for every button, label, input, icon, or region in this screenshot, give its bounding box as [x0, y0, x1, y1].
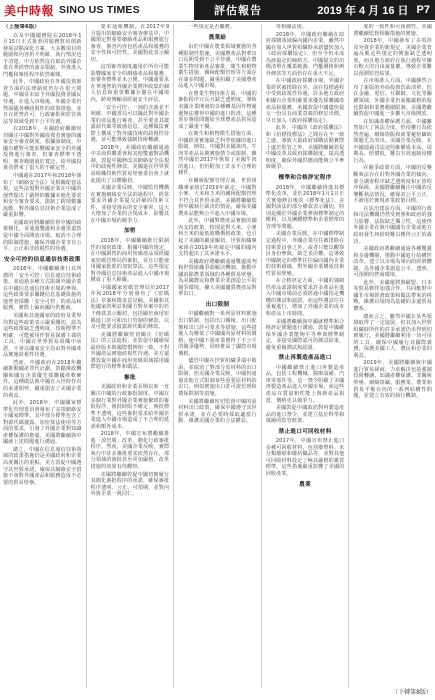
body-paragraph: 此外，中國的《政府採購法》和《招標投標法》之間存在不一致之處，導致大量政府採購活動實際上處於監管之外。美國將繼續敦促中國改革其政府採購制度，提高透明度，確保外國供應商能夠公平參與競爭。	[265, 125, 345, 171]
continued-note: （下轉第8版）	[392, 689, 432, 696]
body-paragraph: 2017年，中國宣布禁止進口多種可回收材料，包括廢塑料、未分類廢紙和廢紡織品等，並對其他可回收材料設定了極其嚴格的雜質標準。這些措施嚴重影響了美國的回收產業。	[265, 438, 345, 477]
body-paragraph: 一些規定是否屬實。	[188, 24, 236, 30]
body-paragraph: 美國敦促中國取消對再製造產品的進口禁令，並建立基於科學和風險的監管框架。	[265, 405, 345, 425]
body-paragraph: 等相關法規。	[275, 24, 308, 30]
body-paragraph: 美國將繼續密切監督中國的原材料出口政策，確保中國遵守其世貿承諾，並在必要時採取適當行動，維護美國企業的合法權益。	[178, 398, 257, 425]
body-paragraph: 中國國家密碼管理局於2017年和2018年分別發布了《密碼法》草案和徵求意見稿。美國和其他國家的利益相關方對草案中的若干條款表示關切，包括關於商用密碼進口許可和出口管制的條款，以及可能要求披露源代碼的條款。	[90, 284, 170, 331]
body-paragraph: 此外，中國政府在外國投資審查方面的法律制度仍存在很大問題。中國並未給予外國投資者國民待遇，在進入市場後，外國企業仍然面臨各種歧視性的政策措施，並且在經營許可、行政審批和監管執法等領域受到不公平待遇。	[3, 79, 82, 125]
body-paragraph: 美國和其他國家的政府及業界均對這些政策表示嚴重關切，認為這些政策缺乏透明度，技術標準不明確，可能被用作貿易保護主義的工具。中國在世界貿易組織中承諾，不會以國家安全為由對外國產品實施歧視性待遇。	[3, 312, 82, 359]
body-paragraph: 美國企業反映，在中國標準制定過程中，外國企業往往被排除在技術委員會之外，或者只能以觀察員身份參與，缺乏表決權。這導致中國制定的標準往往偏向國內企業的技術路線，對外國企業構成技術性貿易壁壘。	[265, 231, 345, 277]
header-rule	[0, 21, 435, 22]
body-paragraph: 中國還在2017年和2018年頒布了《網絡安全法》及相關配套法規，這些法規對外國企業在中國的運營提出了嚴格的數據本地化要求和安全審查要求，限制了跨境數據流動，對外國信息技術企業造成了嚴重影響。	[3, 173, 82, 219]
body-paragraph: 此外，美國還將與歐盟、日本等貿易夥伴加強合作，共同應對中國非市場經濟政策和做法帶來的挑戰，維護以規則為基礎的多邊貿易體系。	[353, 279, 432, 312]
body-paragraph: 在農業生物技術方面，中國的審批程序冗長且缺乏透明度，導致美國企業開發的多種轉基因作物遲遲無法獲得中國的進口批准。這種異步審批問題給全球農產品貿易造成了嚴重干擾。	[178, 90, 257, 130]
body-paragraph: 這項審查制度適用於所有可能影響國家安全的網絡產品和服務，而審查標準並未公開。中國還要求在華運營的外國企業將所收集的個人信息和重要數據存儲在中國境內，跨境傳輸須經過安全評估。	[90, 64, 170, 104]
section-subheading: 加密	[123, 228, 136, 235]
article-column	[353, 24, 432, 688]
body-paragraph: 美國將繼續敦促中國切實履行其簡化審批程序的承諾，確保審批程序透明、公正、可預期，並對內外資企業一視同仁。	[90, 471, 170, 498]
body-paragraph: 在合格評定方面，中國的強制性產品認證制度要求許多產品在進入中國市場前必須經過中國指定機構的測試和認證，而這些測試往往重複進行，增加了外國企業的成本和產品上市時間。	[265, 278, 345, 317]
section-subheading: 審批	[123, 374, 136, 381]
body-paragraph: 中國繼續禁止進口再製造產品，包括工程機械、醫療設備、汽車零部件等。這一禁令阻礙了美國再製造產品進入中國市場，而這些產品在質量和性能上與新產品相當，價格更具競爭力。	[265, 364, 345, 404]
body-paragraph: 此外，2018年，中國國家標準化管理委員會發布了多項網絡安全國家標準，其中部分標準包含了對源代碼披露、加密算法使用等方面的要求，引發了外國企業對知識產權保護的擔憂。美國將繼續與中國就上述問題進行溝通。	[3, 400, 82, 446]
section-subheading: 出口限制	[205, 301, 230, 308]
article-column	[266, 24, 345, 688]
body-paragraph: 總而言之，雖然中國在某些領域取得了一定進展，但其加入世貿組織時所作的許多承諾仍未得到切實履行。美國將繼續利用一切可用的工具，確保中國履行其國際義務，保護美國工人、農民和企業的利益。	[353, 313, 432, 359]
body-paragraph: 美國將繼續密切關注《密碼法》的立法進程，並敦促中國確保最終版本與國際慣例相一致，不對外國產品實施歧視性待遇。美方還將敦促中國在商用密碼領域採用國際通行的標準和做法。	[90, 331, 170, 371]
body-paragraph: 此外，中國對農產品實施的國內支持政策，特別是對大米、小麥和玉米的最低收購價格政策，也引起了美國的嚴重關切。世貿組織專家組在2019年初裁定中國的國內支持超出了其承諾水平。	[178, 218, 257, 258]
issue-date-bar	[282, 0, 435, 20]
article-columns	[3, 24, 432, 688]
body-paragraph: 美國將繼續與中國就標準和合格評定問題進行溝通，敦促中國確保外國企業能夠平等參與標準制定，並接受國際認可的測試結果，避免重複測試和認證。	[265, 318, 345, 351]
body-paragraph: 2018年，中國宣布將繼續推進「放管服」改革，簡化行政審批程序。然而，美國企業反映，實際執行中許多審批要求依然存在，部分領域的審批甚至更加嚴格，改革措施的效果有待觀察。	[90, 431, 170, 470]
body-paragraph: 在知識產權保護方面，中國雖然加大了執法力度，但侵權行為依然普遍，網絡盜版和商業秘密竊取問題尤為突出。美國企業反映，在中國通過司法途徑維權成本高、周期長、賠償低，難以有效遏制侵權行為。	[353, 118, 432, 164]
body-paragraph: 2018年，中國繼續推行其所謂的「安全可控」信息通信技術政策，並通過多種方式限制外國企業在中國信息通信技術市場的參與。這些政策要求關鍵信息基礎設施的運營者採購「安全可控」的產品和服務，實際上偏向國內供應商。	[3, 266, 82, 312]
body-paragraph: 2018年，中國繼續推行限制性的加密政策。根據中國的規定，在中國銷售的商用密碼產品須經國家密碼管理局的審批，並且只能使用國家批准的加密算法。這些規定對外國信息技術產品進入中國市場構成了重大障礙。	[90, 237, 170, 284]
body-paragraph: 在法治建設方面，中國的行政和司法機關仍然受到黨和政府的強力影響，法院缺乏獨立性，這使得外國企業在與中國國有企業或地方政府發生糾紛時難以獲得公正的裁決。	[353, 205, 432, 245]
article-column	[91, 24, 170, 688]
body-paragraph: 以及中國國務院在2018年1月15日正式批准的服務貿易創新發展試點深化方案。大多數項目的範圍和內容仍不明確，執行情況也不清楚。中方依然沒有取消外國企業在華經營的諸多限制，外資准入門檻和審批程序依然複雜。	[3, 32, 82, 78]
section-subheading: 農業	[299, 481, 311, 488]
newspaper-english-name: SINO US TIMES	[59, 4, 140, 16]
body-paragraph: 然而，中國政府在2018年繼續推動國產替代計劃，鼓勵黨政機關和國有企業優先採購國產軟硬件。這種做法與中國在入世時作出的承諾相悖，嚴重損害了美國企業的利益。	[3, 359, 82, 399]
body-paragraph: 美國企業反映，中國監管機構在實施網絡安全法的過程中，經常要求外國企業提交詳細的技術文件，並接受漫長的安全審查，這大大增加了企業的合規成本，影響其在中國市場的競爭力。	[90, 185, 170, 224]
body-paragraph: 總之，中國在信息通信技術領域的政策措施仍是美國政府和企業高度關注的重點，美方敦促中國遵守其世貿承諾，確保其網絡安全措施不會對外國產品和服務造成不必要的貿易壁壘。	[3, 446, 82, 486]
body-paragraph: 「安全可控」一詞的含義並不明確，中國當局可以據此對外國企業的產品進行審查，甚至要求其披露源代碼等敏感信息。這種做法實際上構成了對外國技術的歧視性待遇，並可能導致強制技術轉讓。	[90, 104, 170, 144]
body-paragraph: 在競爭政策方面，中國的反壟斷執法存在針對外國企業的傾向，部分調查程序缺乏透明度和正當程序保障。美國將繼續關注中國的反壟斷執法情況，確保其公平公正，不被用於實現產業政策目標。	[353, 165, 432, 205]
section-subheading: 禁止進口可回收材料	[278, 428, 332, 435]
body-paragraph: 美國政府將繼續通過雙邊談判和世貿組織爭端解決機制，推動中國消除農業領域的各種貿易壁壘，為美國農民和農業企業創造公平的競爭環境，擴大美國優質農產品對華出口。	[178, 258, 257, 298]
body-paragraph: 2018年，美國政府繼續通過中美商貿聯委會和其他雙邊對話機制，敦促中國修改其網絡安全法規中的歧視性條款。美國還在世界貿易組織技術性貿易壁壘委員會上就此提出了具體關切。	[90, 144, 170, 184]
body-paragraph: 在2018年，美國政府繼續密切關注中國對外國投資者實施的國家安全審查制度。根據該制度，中國有權對可能影響國家安全的外國投資進行審查，但審查標準不透明，審查範圍過於寬泛，給外國投資者帶來了很大的不確定性。	[3, 126, 82, 172]
body-paragraph: 美國政府將繼續通過各種雙邊和多邊機制，推動中國進行結構性改革，建立以市場為導向的經濟體制，為外國企業創造公平、透明、可預期的營商環境。	[353, 246, 432, 279]
column-divider	[348, 24, 349, 688]
body-paragraph: 美國政府將繼續監督中國的政策變化，並通過雙邊和多邊渠道敦促中國全面開放市場、取消不合理的限制措施，確保外國企業享有公平、公正和非歧視性的待遇。	[3, 219, 82, 253]
section-subheading: 安全可控的信息通信技術政策	[3, 256, 81, 263]
column-divider	[86, 24, 87, 688]
masthead	[0, 0, 435, 20]
body-paragraph: 2018年，中國政府繼續在政府採購領域偏向國內企業。雖然中國在加入世貿組織時承諾儘快加入《政府採購協定》，但至今仍未成為該協定的締約方。中國提交的出價清單在覆蓋範圍、門檻價格和例外條款等方面仍存在重大不足。	[265, 31, 345, 77]
body-paragraph: 美國政府和企業長期以來一直關注中國的行政審批制度。中國在多個行業對外國企業實施繁瑣的審批程序，審批時限不確定，審批標準不透明。這些審批要求給外國企業進入中國市場造成了不合理的延誤和額外成本。	[90, 384, 170, 430]
section-subheading: 禁止再製造產品進口	[278, 355, 332, 362]
body-paragraph: 在衛生和植物衛生措施方面，中國經常實施缺乏科學依據的進口限制。例如，中國對美國禽肉、牛肉等產品長期實施禁令或限制，雖然中國於2017年恢復了美國牛肉的進口，但仍附加了許多不合理的條件。	[178, 131, 257, 177]
body-paragraph: 由於中國在農業領域實施的各種限制性措施，美國農產品對華出口長期受到不公平待遇。中國在農業生物技術產品審批、衛生和植物衛生措施、關稅配額管理等方面存在諸多問題，嚴重阻礙了美國農產品進入中國市場。	[178, 44, 257, 90]
body-paragraph: 在關稅配額管理方面，世貿組織專家組於2019年裁定，中國對小麥、大米和玉米的關稅配額管理不符合其世貿承諾。美國將繼續監督中國執行裁決的情況，確保美國農產品能夠公平進入中國市場。	[178, 178, 257, 217]
page-number: P7	[416, 4, 430, 16]
section-subheading: 農業給	[208, 34, 227, 41]
body-paragraph: 在市場准入方面，中國雖然公布了新版的外商投資負面清單，但在金融、電信、互聯網、文化等關鍵領域，外國企業仍面臨嚴格的股比限制和業務範圍限制。美國將繼續敦促中國進一步擴大市場開放。	[353, 78, 432, 118]
article-column	[3, 24, 82, 688]
issue-date: 2019 年 4 月 16 日	[317, 5, 409, 17]
body-paragraph: 中國繼續對一系列原材料實施出口限制，包括出口關稅、出口配額和出口許可要求等措施。這些措施人為壓低了中國國內原材料的價格，使中國下游產業獲得了不公平的競爭優勢，同時推高了國際市場價格。	[178, 311, 257, 357]
section-title: 評估報告	[194, 0, 282, 20]
body-paragraph: 2018年，中國發布了多項涉及外資企業的新規定，美國企業普遍反映這些規定的實施缺乏透明度，而且地方政府在執行過程中擁有較大的自由裁量權，導致企業難以預測監管結果。	[353, 38, 432, 77]
newspaper-logo: 美中時報	[4, 3, 55, 18]
body-paragraph: 要求通報機制，在2017年9月提出的網絡安全審查辦法中，中國規定對重要網絡產品和服務進行審查，審查內容包括產品和服務的安全性和可控性。美國對此表示關切。	[90, 24, 170, 63]
body-paragraph: 2019年，美國將繼續與中國進行貿易磋商，力求解決包括強制技術轉讓、知識產權保護、非關稅壁壘、網絡盜竊、服務業、農業和貿易平衡在內的一系列結構性問題，並建立有效的執行機制。	[353, 360, 432, 400]
article-column	[178, 24, 257, 688]
body-paragraph: 在中國政府採購市場，外國企業經常被排除在外，或在投標過程中受到歧視性待遇。許多地方政府和國有企業明確要求優先採購國產產品和服務。美國敦促中國儘快提交一份具有商業意義的修訂出價，早日加入《政府採購協定》。	[265, 78, 345, 124]
column-divider	[261, 24, 262, 688]
body-paragraph: 儘管中國在世貿組織爭端中敗訴，並取消了對部分原材料的出口限制，但美國企業反映，中國仍通過其他方式限制某些重要原材料的出口，例如實施出口許可證管理和環保限制等措施。	[178, 358, 257, 397]
section-subheading: 標準和合格評定程序	[278, 175, 332, 182]
masthead-brand	[0, 0, 194, 20]
body-paragraph: 度的一致性和可預測性。美國將繼續監督相關措施的實施。	[353, 24, 432, 37]
body-paragraph: 2018年，中國繼續推進其標準化改革，並於2018年1月1日正式實施修訂後的《標準化法》。美國對該法的部分條款表示關切，特別是關於外國企業參與標準制定的權利，以及團體標準和企業標準的管理等問題。	[265, 184, 345, 230]
column-divider	[173, 24, 174, 688]
continued-from-label: （上接第6版）	[3, 24, 40, 30]
